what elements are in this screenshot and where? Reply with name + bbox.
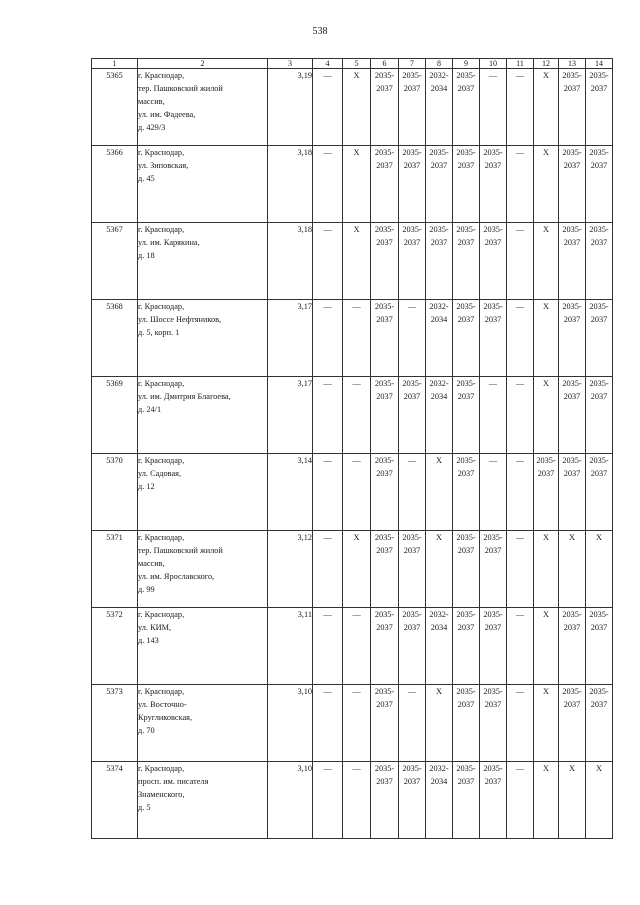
table-cell: X bbox=[534, 300, 559, 377]
table-cell: — bbox=[313, 69, 343, 146]
table-row bbox=[92, 762, 613, 839]
row-number: 5369 bbox=[92, 377, 138, 454]
table-cell: 2035- 2037 bbox=[559, 146, 586, 223]
column-header: 7 bbox=[399, 59, 426, 69]
table-cell: 2035- 2037 bbox=[371, 300, 399, 377]
address-cell: г. Краснодар, ул. им. Дмитрия Благоева, д. 24/1 bbox=[138, 377, 268, 454]
table-cell: 2035- 2037 bbox=[480, 762, 507, 839]
row-number: 5366 bbox=[92, 146, 138, 223]
table-cell: — bbox=[480, 454, 507, 531]
column-header: 9 bbox=[453, 59, 480, 69]
table-cell: — bbox=[507, 223, 534, 300]
address-cell: г. Краснодар, ул. Садовая, д. 12 bbox=[138, 454, 268, 531]
index-value-cell: 3,10 bbox=[268, 762, 313, 839]
table-cell: 2035- 2037 bbox=[453, 300, 480, 377]
column-header: 12 bbox=[534, 59, 559, 69]
table-cell: X bbox=[559, 531, 586, 608]
table-cell: 2035- 2037 bbox=[586, 685, 613, 762]
table-cell: 2035- 2037 bbox=[453, 762, 480, 839]
table-cell: 2035- 2037 bbox=[480, 223, 507, 300]
address-cell: г. Краснодар, ул. им. Карякина, д. 18 bbox=[138, 223, 268, 300]
table-row bbox=[92, 300, 613, 377]
index-value-cell: 3,11 bbox=[268, 608, 313, 685]
table-cell: X bbox=[586, 531, 613, 608]
table-row bbox=[92, 377, 613, 454]
table-cell: 2035- 2037 bbox=[453, 69, 480, 146]
table-cell: X bbox=[343, 69, 371, 146]
table-cell: X bbox=[534, 608, 559, 685]
table-cell: 2035- 2037 bbox=[399, 223, 426, 300]
table-cell: — bbox=[313, 685, 343, 762]
table-cell: 2035- 2037 bbox=[559, 608, 586, 685]
table-cell: X bbox=[426, 531, 453, 608]
table-cell: — bbox=[399, 454, 426, 531]
table-cell: 2035- 2037 bbox=[399, 377, 426, 454]
table-cell: — bbox=[399, 300, 426, 377]
table-row bbox=[92, 531, 613, 608]
table-cell: — bbox=[507, 762, 534, 839]
table-cell: 2035- 2037 bbox=[426, 223, 453, 300]
table-cell: — bbox=[313, 608, 343, 685]
table-cell: — bbox=[507, 146, 534, 223]
table-cell: — bbox=[313, 762, 343, 839]
table-cell: X bbox=[534, 685, 559, 762]
table-cell: — bbox=[313, 223, 343, 300]
table-cell: — bbox=[313, 531, 343, 608]
table-cell: 2035- 2037 bbox=[480, 300, 507, 377]
table-cell: X bbox=[534, 223, 559, 300]
table-cell: X bbox=[343, 146, 371, 223]
column-header: 11 bbox=[507, 59, 534, 69]
row-number: 5368 bbox=[92, 300, 138, 377]
table-cell: 2035- 2037 bbox=[399, 531, 426, 608]
column-header: 14 bbox=[586, 59, 613, 69]
table-cell: 2035- 2037 bbox=[453, 531, 480, 608]
row-number: 5371 bbox=[92, 531, 138, 608]
table-row bbox=[92, 146, 613, 223]
address-cell: г. Краснодар, тер. Пашковский жилой массив, ул. им. Ярославского, д. 99 bbox=[138, 531, 268, 608]
register-table bbox=[91, 58, 613, 839]
address-cell: г. Краснодар, ул. КИМ, д. 143 bbox=[138, 608, 268, 685]
table-cell: 2035- 2037 bbox=[426, 146, 453, 223]
table-cell: — bbox=[343, 300, 371, 377]
index-value-cell: 3,10 bbox=[268, 685, 313, 762]
table-cell: — bbox=[507, 608, 534, 685]
table-cell: X bbox=[426, 685, 453, 762]
table-cell: 2035- 2037 bbox=[559, 454, 586, 531]
table-row bbox=[92, 223, 613, 300]
table-cell: — bbox=[343, 762, 371, 839]
address-cell: г. Краснодар, ул. Шоссе Нефтяников, д. 5, корп. 1 bbox=[138, 300, 268, 377]
table-cell: 2035- 2037 bbox=[453, 454, 480, 531]
table-cell: X bbox=[426, 454, 453, 531]
index-value-cell: 3,17 bbox=[268, 300, 313, 377]
table-cell: 2035- 2037 bbox=[586, 377, 613, 454]
index-value-cell: 3,19 bbox=[268, 69, 313, 146]
table-cell: 2035- 2037 bbox=[371, 223, 399, 300]
table-cell: — bbox=[507, 69, 534, 146]
column-header: 13 bbox=[559, 59, 586, 69]
table-cell: — bbox=[480, 69, 507, 146]
address-cell: г. Краснодар, тер. Пашковский жилой массив, ул. им. Фадеева, д. 429/3 bbox=[138, 69, 268, 146]
table-cell: 2035- 2037 bbox=[371, 146, 399, 223]
table-cell: 2035- 2037 bbox=[371, 69, 399, 146]
column-header-row bbox=[92, 59, 613, 69]
row-number: 5370 bbox=[92, 454, 138, 531]
table-cell: 2035- 2037 bbox=[559, 300, 586, 377]
index-value-cell: 3,18 bbox=[268, 223, 313, 300]
table-cell: — bbox=[507, 300, 534, 377]
column-header: 2 bbox=[138, 59, 268, 69]
address-cell: г. Краснодар, ул. Восточно- Кругликовская, д. 70 bbox=[138, 685, 268, 762]
table-cell: — bbox=[313, 146, 343, 223]
table-cell: 2032- 2034 bbox=[426, 762, 453, 839]
table-cell: 2032- 2034 bbox=[426, 377, 453, 454]
table-row bbox=[92, 608, 613, 685]
table-cell: 2035- 2037 bbox=[371, 531, 399, 608]
table-cell: 2035- 2037 bbox=[371, 762, 399, 839]
index-value-cell: 3,14 bbox=[268, 454, 313, 531]
table-cell: — bbox=[399, 685, 426, 762]
row-number: 5374 bbox=[92, 762, 138, 839]
column-header: 10 bbox=[480, 59, 507, 69]
table-cell: 2035- 2037 bbox=[399, 762, 426, 839]
table-cell: 2035- 2037 bbox=[453, 608, 480, 685]
table-cell: 2032- 2034 bbox=[426, 608, 453, 685]
table-cell: X bbox=[534, 531, 559, 608]
table-cell: — bbox=[313, 377, 343, 454]
column-header: 1 bbox=[92, 59, 138, 69]
table-cell: — bbox=[343, 454, 371, 531]
table-cell: X bbox=[534, 146, 559, 223]
table-cell: 2035- 2037 bbox=[480, 531, 507, 608]
table-cell: 2035- 2037 bbox=[586, 300, 613, 377]
table-cell: 2035- 2037 bbox=[480, 685, 507, 762]
table-cell: 2035- 2037 bbox=[559, 685, 586, 762]
index-value-cell: 3,12 bbox=[268, 531, 313, 608]
table-cell: 2032- 2034 bbox=[426, 300, 453, 377]
table-cell: — bbox=[313, 454, 343, 531]
table-cell: 2035- 2037 bbox=[586, 608, 613, 685]
table-cell: X bbox=[534, 762, 559, 839]
table-cell: — bbox=[343, 377, 371, 454]
table-body bbox=[92, 69, 613, 839]
row-number: 5367 bbox=[92, 223, 138, 300]
table-cell: 2035- 2037 bbox=[586, 223, 613, 300]
table-cell: 2035- 2037 bbox=[371, 454, 399, 531]
table-cell: — bbox=[507, 531, 534, 608]
table-cell: X bbox=[343, 531, 371, 608]
table-cell: — bbox=[313, 300, 343, 377]
page-number: 538 bbox=[312, 26, 328, 37]
table-cell: X bbox=[534, 69, 559, 146]
table-cell: 2035- 2037 bbox=[453, 146, 480, 223]
table-cell: 2035- 2037 bbox=[399, 69, 426, 146]
row-number: 5373 bbox=[92, 685, 138, 762]
table-row bbox=[92, 69, 613, 146]
index-value-cell: 3,18 bbox=[268, 146, 313, 223]
table-cell: 2035- 2037 bbox=[453, 685, 480, 762]
column-header: 8 bbox=[426, 59, 453, 69]
table-cell: — bbox=[507, 454, 534, 531]
table-cell: 2035- 2037 bbox=[371, 377, 399, 454]
table-cell: 2035- 2037 bbox=[559, 69, 586, 146]
row-number: 5372 bbox=[92, 608, 138, 685]
table-cell: 2032- 2034 bbox=[426, 69, 453, 146]
address-cell: г. Краснодар, ул. Зиповская, д. 45 bbox=[138, 146, 268, 223]
table-cell: 2035- 2037 bbox=[371, 608, 399, 685]
address-cell: г. Краснодар, просп. им. писателя Знаменского, д. 5 bbox=[138, 762, 268, 839]
table-cell: 2035- 2037 bbox=[480, 146, 507, 223]
table-cell: 2035- 2037 bbox=[480, 608, 507, 685]
table-cell: — bbox=[343, 685, 371, 762]
table-cell: 2035- 2037 bbox=[453, 223, 480, 300]
column-header: 3 bbox=[268, 59, 313, 69]
table-cell: 2035- 2037 bbox=[559, 223, 586, 300]
table-cell: — bbox=[507, 377, 534, 454]
table-cell: 2035- 2037 bbox=[453, 377, 480, 454]
table-cell: X bbox=[559, 762, 586, 839]
index-value-cell: 3,17 bbox=[268, 377, 313, 454]
column-header: 4 bbox=[313, 59, 343, 69]
table-row bbox=[92, 454, 613, 531]
table-cell: X bbox=[586, 762, 613, 839]
table-cell: X bbox=[343, 223, 371, 300]
column-header: 6 bbox=[371, 59, 399, 69]
row-number: 5365 bbox=[92, 69, 138, 146]
table-cell: 2035- 2037 bbox=[399, 608, 426, 685]
table-cell: — bbox=[507, 685, 534, 762]
table-cell: 2035- 2037 bbox=[534, 454, 559, 531]
table-row bbox=[92, 685, 613, 762]
table-cell: 2035- 2037 bbox=[586, 69, 613, 146]
table-cell: 2035- 2037 bbox=[399, 146, 426, 223]
table-cell: 2035- 2037 bbox=[586, 454, 613, 531]
table-cell: 2035- 2037 bbox=[371, 685, 399, 762]
column-header: 5 bbox=[343, 59, 371, 69]
table-cell: — bbox=[343, 608, 371, 685]
table-cell: X bbox=[534, 377, 559, 454]
table-cell: 2035- 2037 bbox=[559, 377, 586, 454]
table-cell: — bbox=[480, 377, 507, 454]
table-cell: 2035- 2037 bbox=[586, 146, 613, 223]
